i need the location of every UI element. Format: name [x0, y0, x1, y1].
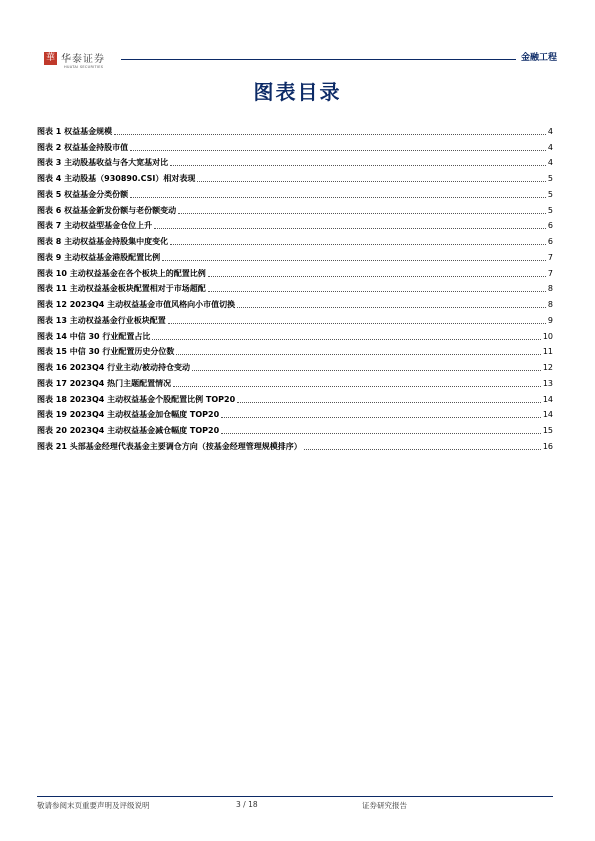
toc-leader-dots: [162, 260, 546, 261]
toc-leader-dots: [176, 354, 540, 355]
company-name-en: HUATAI SECURITIES: [64, 65, 104, 69]
toc-leader-dots: [192, 370, 541, 371]
toc-leader-dots: [237, 307, 546, 308]
toc-entry-page[interactable]: 11: [542, 347, 553, 357]
toc-entry[interactable]: [37, 342, 553, 358]
toc-entry[interactable]: [37, 168, 553, 184]
toc-entry-label[interactable]: 图表 11 主动权益基金板块配置相对于市场超配: [37, 284, 206, 294]
toc-entry-page[interactable]: 4: [547, 158, 553, 168]
toc-entry[interactable]: [37, 373, 553, 389]
toc-leader-dots: [173, 386, 541, 387]
toc-entry-label[interactable]: 图表 18 2023Q4 主动权益基金个股配置比例 TOP20: [37, 394, 236, 404]
toc-entry[interactable]: [37, 389, 553, 405]
toc-entry-label[interactable]: 图表 13 主动权益基金行业板块配置: [37, 315, 166, 325]
toc-leader-dots: [304, 449, 541, 450]
toc-entry-label[interactable]: 图表 4 主动股基（930890.CSI）相对表现: [37, 174, 196, 183]
toc-entry-label[interactable]: 图表 2 权益基金持股市值: [37, 142, 129, 152]
toc-leader-dots: [221, 417, 541, 418]
toc-entry-page[interactable]: 12: [542, 363, 553, 372]
toc-entry-page[interactable]: 6: [547, 221, 553, 231]
toc-entry-label[interactable]: 图表 5 权益基金分类份额: [37, 189, 129, 199]
toc-entry[interactable]: [37, 200, 553, 216]
footer-divider: [37, 796, 553, 797]
toc-leader-dots: [130, 197, 546, 198]
toc-leader-dots: [197, 181, 546, 182]
toc-entry[interactable]: [37, 326, 553, 342]
toc-entry-page[interactable]: 4: [547, 142, 553, 152]
toc-entry-page[interactable]: 6: [547, 237, 553, 246]
section-tag: 金融工程: [516, 50, 557, 63]
company-logo-icon: [44, 52, 57, 65]
toc-entry-page[interactable]: 8: [547, 284, 553, 294]
toc-entry-label[interactable]: 图表 15 中信 30 行业配置历史分位数: [37, 347, 175, 357]
toc-entry-page[interactable]: 5: [547, 205, 553, 215]
toc-entry-page[interactable]: 7: [547, 268, 553, 278]
toc-entry-page[interactable]: 7: [547, 252, 553, 262]
toc-entry[interactable]: [37, 357, 553, 373]
toc-leader-dots: [221, 433, 541, 434]
toc-entry-label[interactable]: 图表 17 2023Q4 热门主题配置情况: [37, 378, 172, 388]
toc-entry[interactable]: [37, 216, 553, 232]
toc-entry-label[interactable]: 图表 14 中信 30 行业配置占比: [37, 331, 151, 341]
toc-entry-label[interactable]: 图表 19 2023Q4 主动权益基金加仓幅度 TOP20: [37, 410, 220, 420]
company-name-cn: 华泰证券: [61, 54, 105, 65]
toc-entry[interactable]: [37, 137, 553, 153]
table-of-figures: [37, 121, 553, 452]
toc-entry-label[interactable]: 图表 21 头部基金经理代表基金主要调仓方向（按基金经理管理规模排序）: [37, 441, 302, 451]
toc-leader-dots: [114, 134, 546, 135]
toc-entry[interactable]: [37, 153, 553, 169]
footer-report-type: 证券研究报告: [362, 801, 407, 810]
header-divider: [121, 59, 557, 60]
footer-page-number: 3 / 18: [236, 800, 258, 809]
toc-leader-dots: [168, 323, 546, 324]
toc-entry-label[interactable]: 图表 20 2023Q4 主动权益基金减仓幅度 TOP20: [37, 426, 220, 435]
logo-glyph: 華: [45, 53, 55, 63]
toc-entry[interactable]: [37, 121, 553, 137]
toc-entry[interactable]: [37, 294, 553, 310]
toc-entry-label[interactable]: 图表 8 主动权益基金持股集中度变化: [37, 237, 169, 246]
toc-entry-page[interactable]: 4: [547, 126, 553, 136]
toc-entry[interactable]: [37, 420, 553, 436]
toc-entry[interactable]: [37, 184, 553, 200]
toc-entry-label[interactable]: 图表 9 主动权益基金港股配置比例: [37, 252, 161, 262]
toc-entry-label[interactable]: 图表 7 主动权益型基金仓位上升: [37, 221, 153, 231]
toc-entry-page[interactable]: 13: [542, 378, 553, 388]
page-header: [37, 46, 557, 74]
toc-entry[interactable]: [37, 436, 553, 452]
toc-entry[interactable]: [37, 279, 553, 295]
toc-leader-dots: [130, 150, 546, 151]
toc-leader-dots: [170, 165, 546, 166]
toc-leader-dots: [170, 244, 546, 245]
toc-entry[interactable]: [37, 405, 553, 421]
toc-entry-label[interactable]: 图表 3 主动股基收益与各大宽基对比: [37, 158, 169, 168]
toc-leader-dots: [152, 339, 540, 340]
page-title: 图表目录: [253, 80, 342, 104]
toc-leader-dots: [208, 291, 546, 292]
toc-entry-label[interactable]: 图表 16 2023Q4 行业主动/被动持仓变动: [37, 363, 191, 372]
toc-entry-label[interactable]: 图表 12 2023Q4 主动权益基金市值风格向小市值切换: [37, 300, 236, 309]
toc-entry-page[interactable]: 10: [542, 331, 553, 341]
toc-leader-dots: [237, 402, 541, 403]
toc-leader-dots: [208, 276, 546, 277]
toc-leader-dots: [178, 213, 546, 214]
toc-entry-page[interactable]: 16: [542, 441, 553, 451]
footer-disclaimer[interactable]: 敬请参阅末页重要声明及评级说明: [37, 801, 150, 810]
toc-entry-page[interactable]: 5: [547, 174, 553, 183]
toc-entry[interactable]: [37, 247, 553, 263]
toc-entry[interactable]: [37, 231, 553, 247]
toc-entry-page[interactable]: 15: [542, 426, 553, 435]
toc-entry-page[interactable]: 14: [542, 394, 553, 404]
toc-entry-page[interactable]: 5: [547, 189, 553, 199]
toc-entry-page[interactable]: 8: [547, 300, 553, 309]
toc-entry[interactable]: [37, 263, 553, 279]
toc-entry-page[interactable]: 14: [542, 410, 553, 420]
toc-entry-label[interactable]: 图表 6 权益基金新发份额与老份额变动: [37, 205, 177, 215]
toc-entry-label[interactable]: 图表 10 主动权益基金在各个板块上的配置比例: [37, 268, 206, 278]
toc-leader-dots: [154, 228, 546, 229]
toc-entry-label[interactable]: 图表 1 权益基金规模: [37, 126, 113, 136]
toc-entry-page[interactable]: 9: [547, 315, 553, 325]
toc-entry[interactable]: [37, 310, 553, 326]
